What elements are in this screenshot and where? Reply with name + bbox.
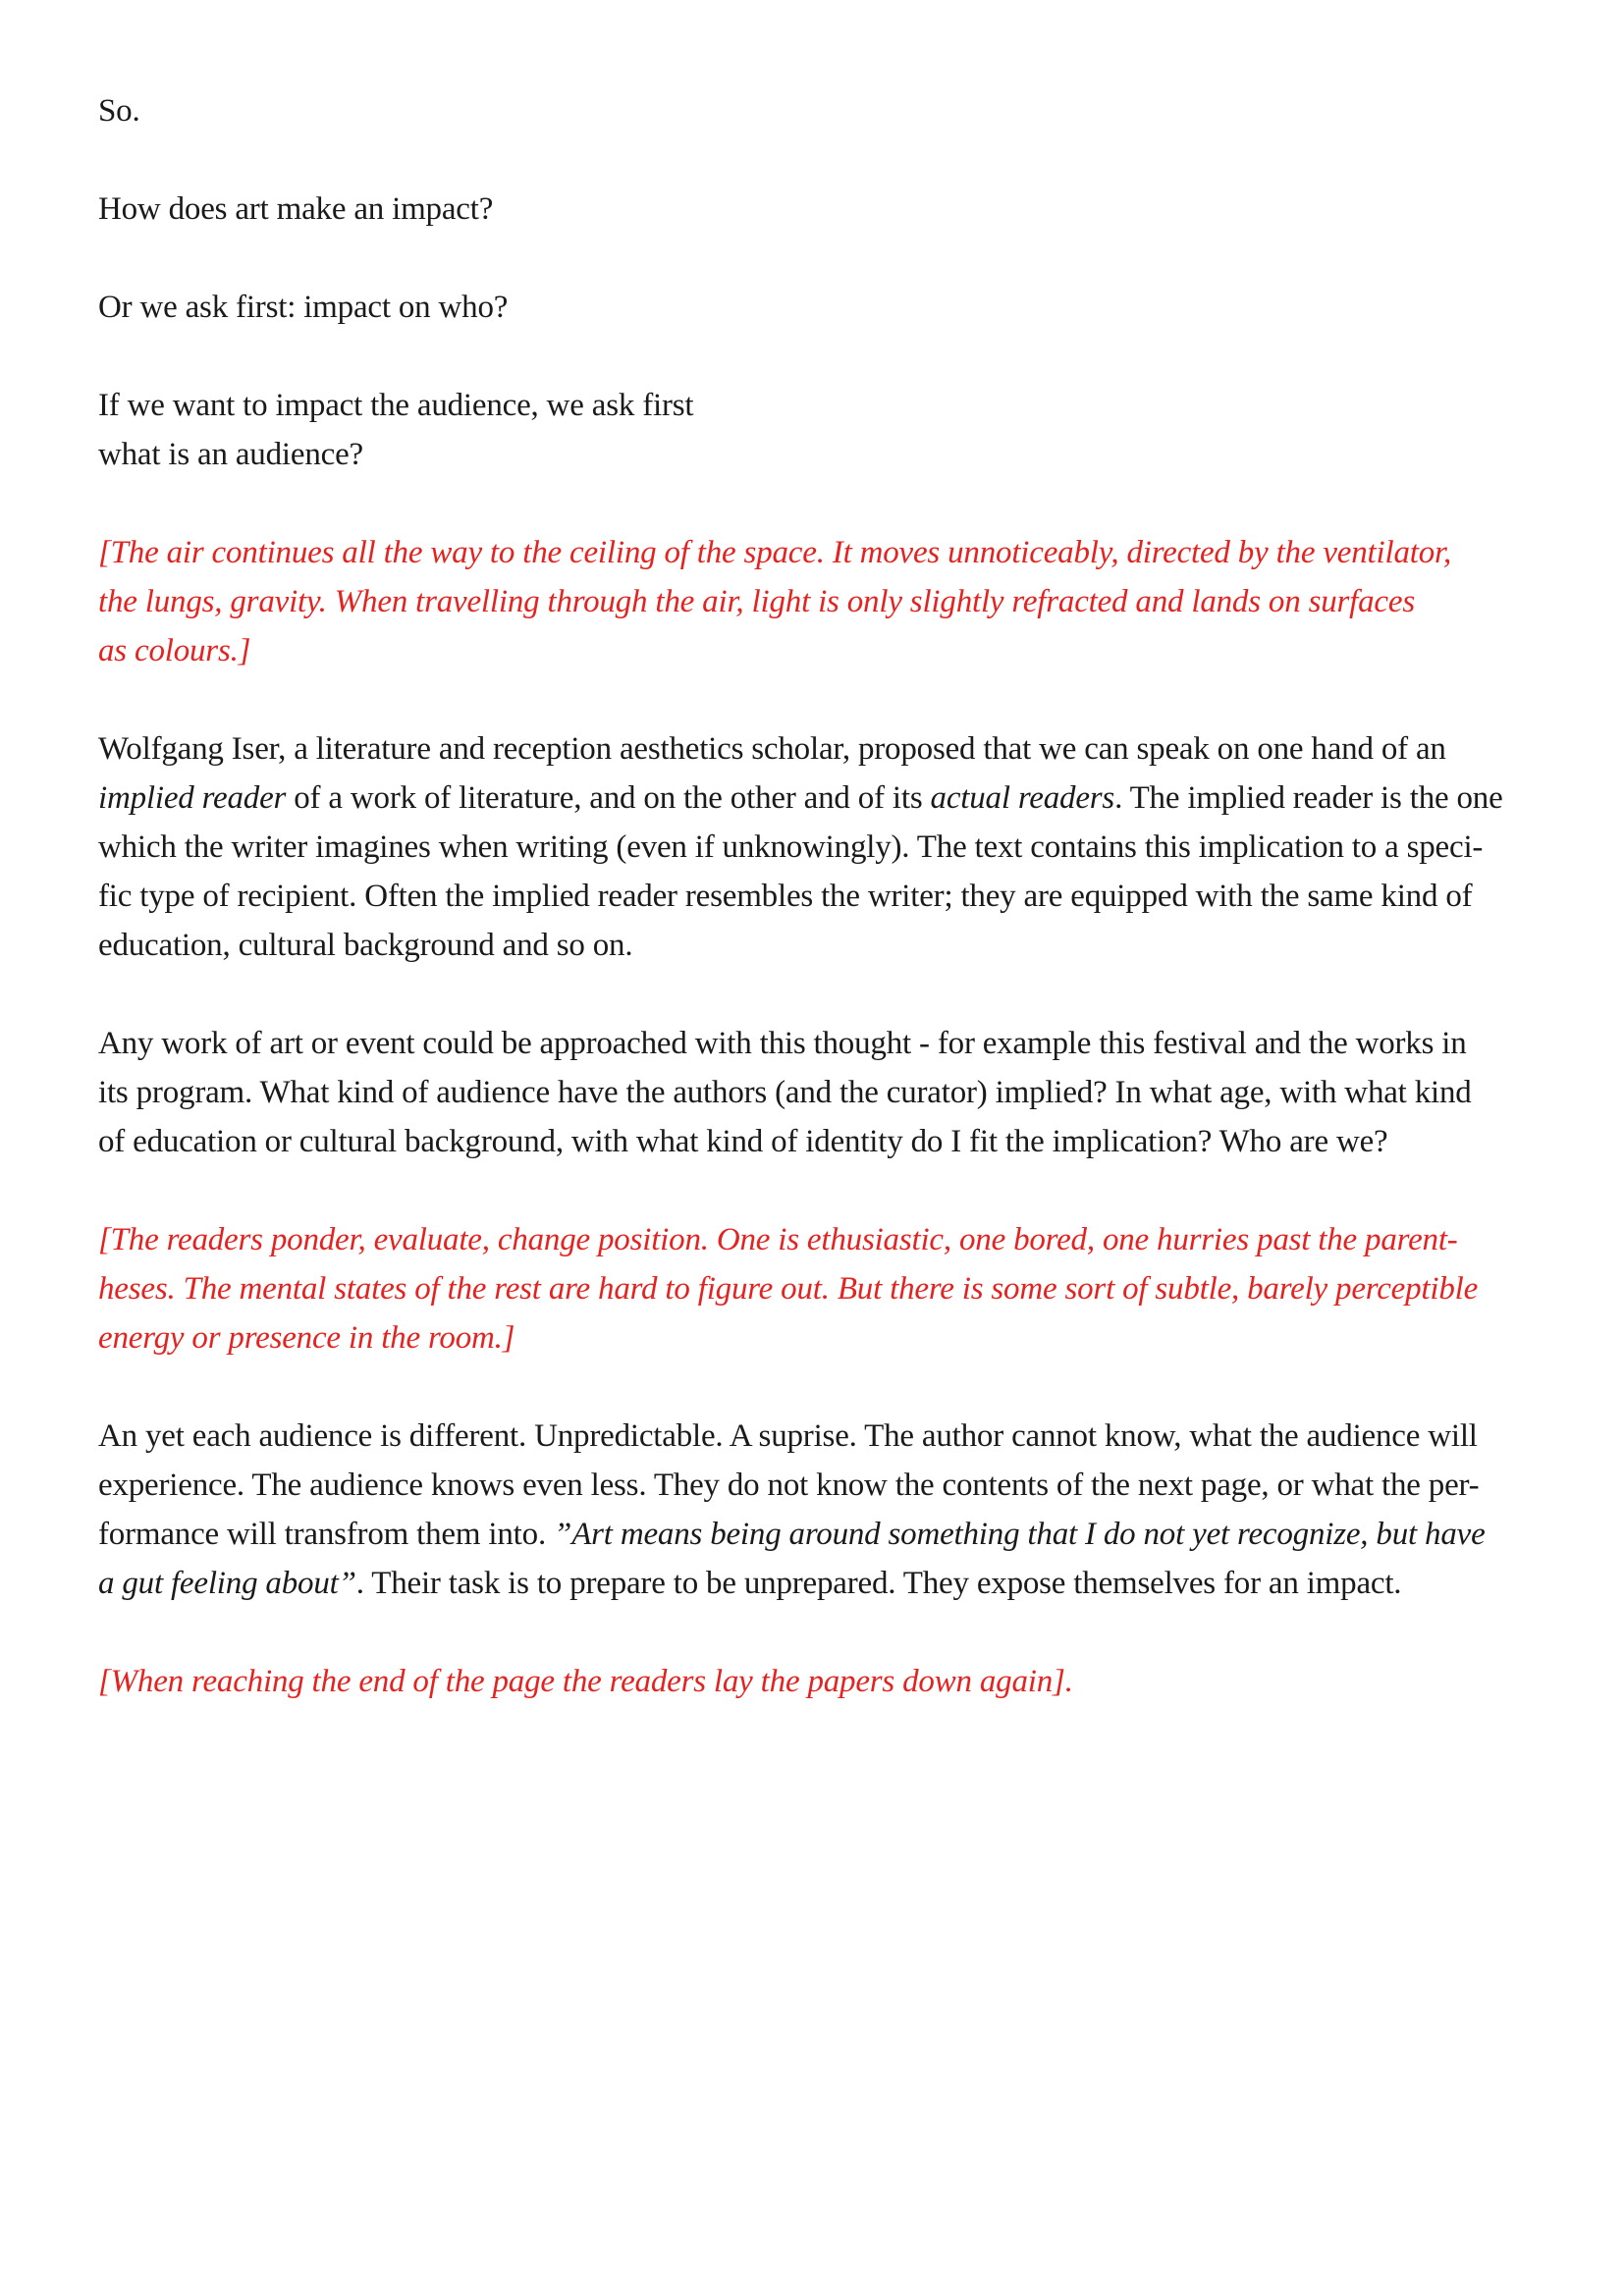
text-segment: of education or cultural background, with what kind of identity do I fit the implication? Who are we? [98,1124,1388,1159]
text-segment: formance will transfrom them into. [98,1517,555,1552]
text-segment: [When reaching the end of the page the readers lay the papers down again]. [98,1664,1073,1699]
emphasized-text: ”Art means being around something that I do not yet recognize, but have [554,1517,1486,1552]
text-segment: education, cultural background and so on. [98,928,633,963]
text-segment: [The air continues all the way to the ceiling of the space. It moves unnoticeably, directed by the ventilator, [98,535,1452,570]
stage-direction-readers-ponder [98,1215,1526,1362]
paragraph-any-work-of-art [98,1019,1526,1166]
stage-direction-air [98,528,1526,675]
text-segment: fic type of recipient. Often the implied reader resembles the writer; they are equipped with the same kind of [98,879,1473,914]
text-line [98,1019,1526,1068]
paragraph-what-is-an-audience [98,381,1526,479]
text-segment: the lungs, gravity. When travelling through the air, light is only slightly refracted and lands on surfaces [98,584,1415,619]
text-line [98,1264,1526,1313]
paragraph-so [98,86,1526,135]
text-line [98,1657,1526,1706]
text-line [98,872,1526,921]
text-line [98,1068,1526,1117]
text-segment: An yet each audience is different. Unpredictable. A suprise. The author cannot know, what the audience will [98,1418,1478,1454]
text-segment: heses. The mental states of the rest are hard to figure out. But there is some sort of subtle, barely perceptible [98,1271,1479,1307]
text-line [98,1215,1526,1264]
text-line [98,283,1526,332]
text-segment: . The implied reader is the one [1114,780,1503,816]
text-segment: of a work of literature, and on the other and of its [286,780,931,816]
text-segment: . Their task is to prepare to be unprepared. They expose themselves for an impact. [355,1566,1402,1601]
text-segment: Or we ask first: impact on who? [98,290,509,325]
emphasized-text: a gut feeling about” [98,1566,356,1601]
text-line [98,823,1526,872]
text-line [98,1461,1526,1510]
text-line [98,86,1526,135]
text-line [98,724,1526,774]
emphasized-text: implied reader [98,780,287,816]
text-segment: experience. The audience knows even less. They do not know the contents of the next page, or what the per- [98,1468,1480,1503]
text-line [98,921,1526,970]
text-line [98,381,1526,430]
text-line [98,1412,1526,1461]
text-line [98,577,1526,626]
paragraph-wolfgang-iser [98,724,1526,970]
text-segment: what is an audience? [98,437,363,472]
text-line [98,1510,1526,1559]
text-line [98,626,1526,675]
paragraph-impact-on-who [98,283,1526,332]
text-segment: If we want to impact the audience, we ask first [98,388,694,423]
stage-direction-end-of-page [98,1657,1526,1706]
text-line [98,185,1526,234]
text-line [98,1117,1526,1166]
text-segment: as colours.] [98,633,251,668]
text-line [98,774,1526,823]
text-line [98,1313,1526,1362]
text-line [98,430,1526,479]
text-line [98,528,1526,577]
text-segment: energy or presence in the room.] [98,1320,515,1356]
text-segment: Any work of art or event could be approached with this thought - for example this festival and the works in [98,1026,1467,1061]
emphasized-text: actual readers [930,780,1115,816]
text-segment: which the writer imagines when writing (even if unknowingly). The text contains this implication to a speci- [98,829,1484,865]
paragraph-how-does-art-make-impact [98,185,1526,234]
text-segment: its program. What kind of audience have the authors (and the curator) implied? In what age, with what kind [98,1075,1472,1110]
text-line [98,1559,1526,1608]
text-segment: [The readers ponder, evaluate, change position. One is ethusiastic, one bored, one hurries past the parent- [98,1222,1458,1257]
text-segment: How does art make an impact? [98,191,494,227]
paragraph-each-audience-different [98,1412,1526,1608]
text-segment: Wolfgang Iser, a literature and reception aesthetics scholar, proposed that we can speak on one hand of an [98,731,1446,767]
text-segment: So. [98,93,140,129]
